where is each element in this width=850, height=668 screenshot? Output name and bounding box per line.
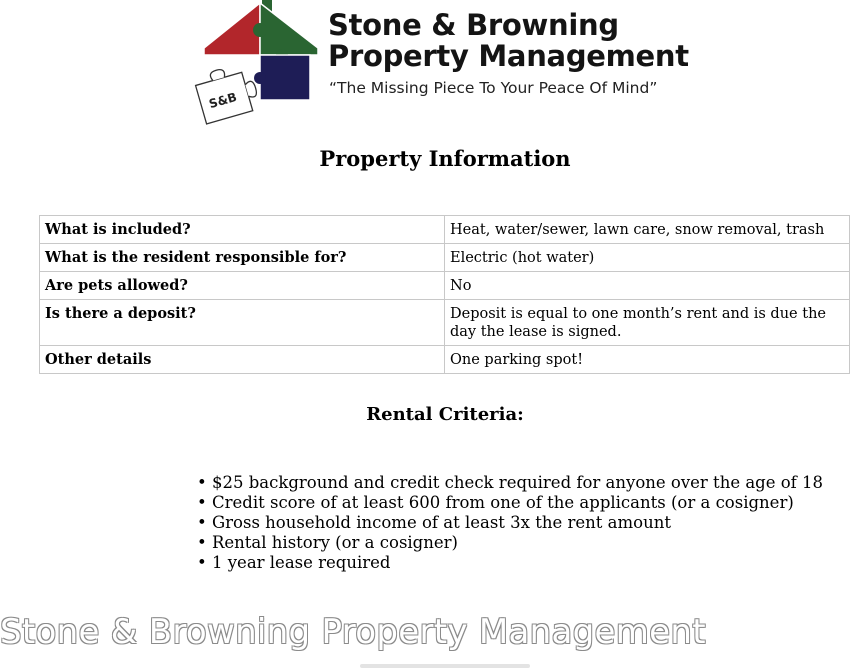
page-title: Property Information <box>319 146 571 171</box>
list-item: • Gross household income of at least 3x the rent amount <box>197 513 823 533</box>
row-question: What is included? <box>40 216 445 244</box>
brand-name-line2: Property Management <box>328 39 689 73</box>
list-item: • Credit score of at least 600 from one of the applicants (or a cosigner) <box>197 493 823 513</box>
row-answer: No <box>445 272 850 300</box>
table-row <box>40 346 850 374</box>
row-question: Other details <box>40 346 445 374</box>
brand-name <box>328 10 689 72</box>
table-row <box>40 272 850 300</box>
watermark: Stone & Browning Property Management <box>0 612 706 652</box>
row-question: Are pets allowed? <box>40 272 445 300</box>
row-answer: One parking spot! <box>445 346 850 374</box>
table-row <box>40 216 850 244</box>
company-logo <box>190 0 330 130</box>
list-item: • $25 background and credit check required for anyone over the age of 18 <box>197 473 823 493</box>
table-row <box>40 300 850 346</box>
brand-tagline: “The Missing Piece To Your Peace Of Mind” <box>329 79 658 97</box>
logo-badge-text: S&B <box>207 89 239 112</box>
list-item: • 1 year lease required <box>197 553 823 573</box>
row-answer: Electric (hot water) <box>445 244 850 272</box>
list-item: • Rental history (or a cosigner) <box>197 533 823 553</box>
rental-criteria-title: Rental Criteria: <box>366 404 524 425</box>
brand-name-line1: Stone & Browning <box>328 8 619 42</box>
scroll-indicator <box>360 664 530 668</box>
row-question: Is there a deposit? <box>40 300 445 346</box>
table-row <box>40 244 850 272</box>
row-question: What is the resident responsible for? <box>40 244 445 272</box>
row-answer: Deposit is equal to one month’s rent and is due the day the lease is signed. <box>445 300 850 346</box>
row-answer: Heat, water/sewer, lawn care, snow removal, trash <box>445 216 850 244</box>
property-info-table <box>39 215 850 374</box>
rental-criteria-list <box>197 473 823 573</box>
